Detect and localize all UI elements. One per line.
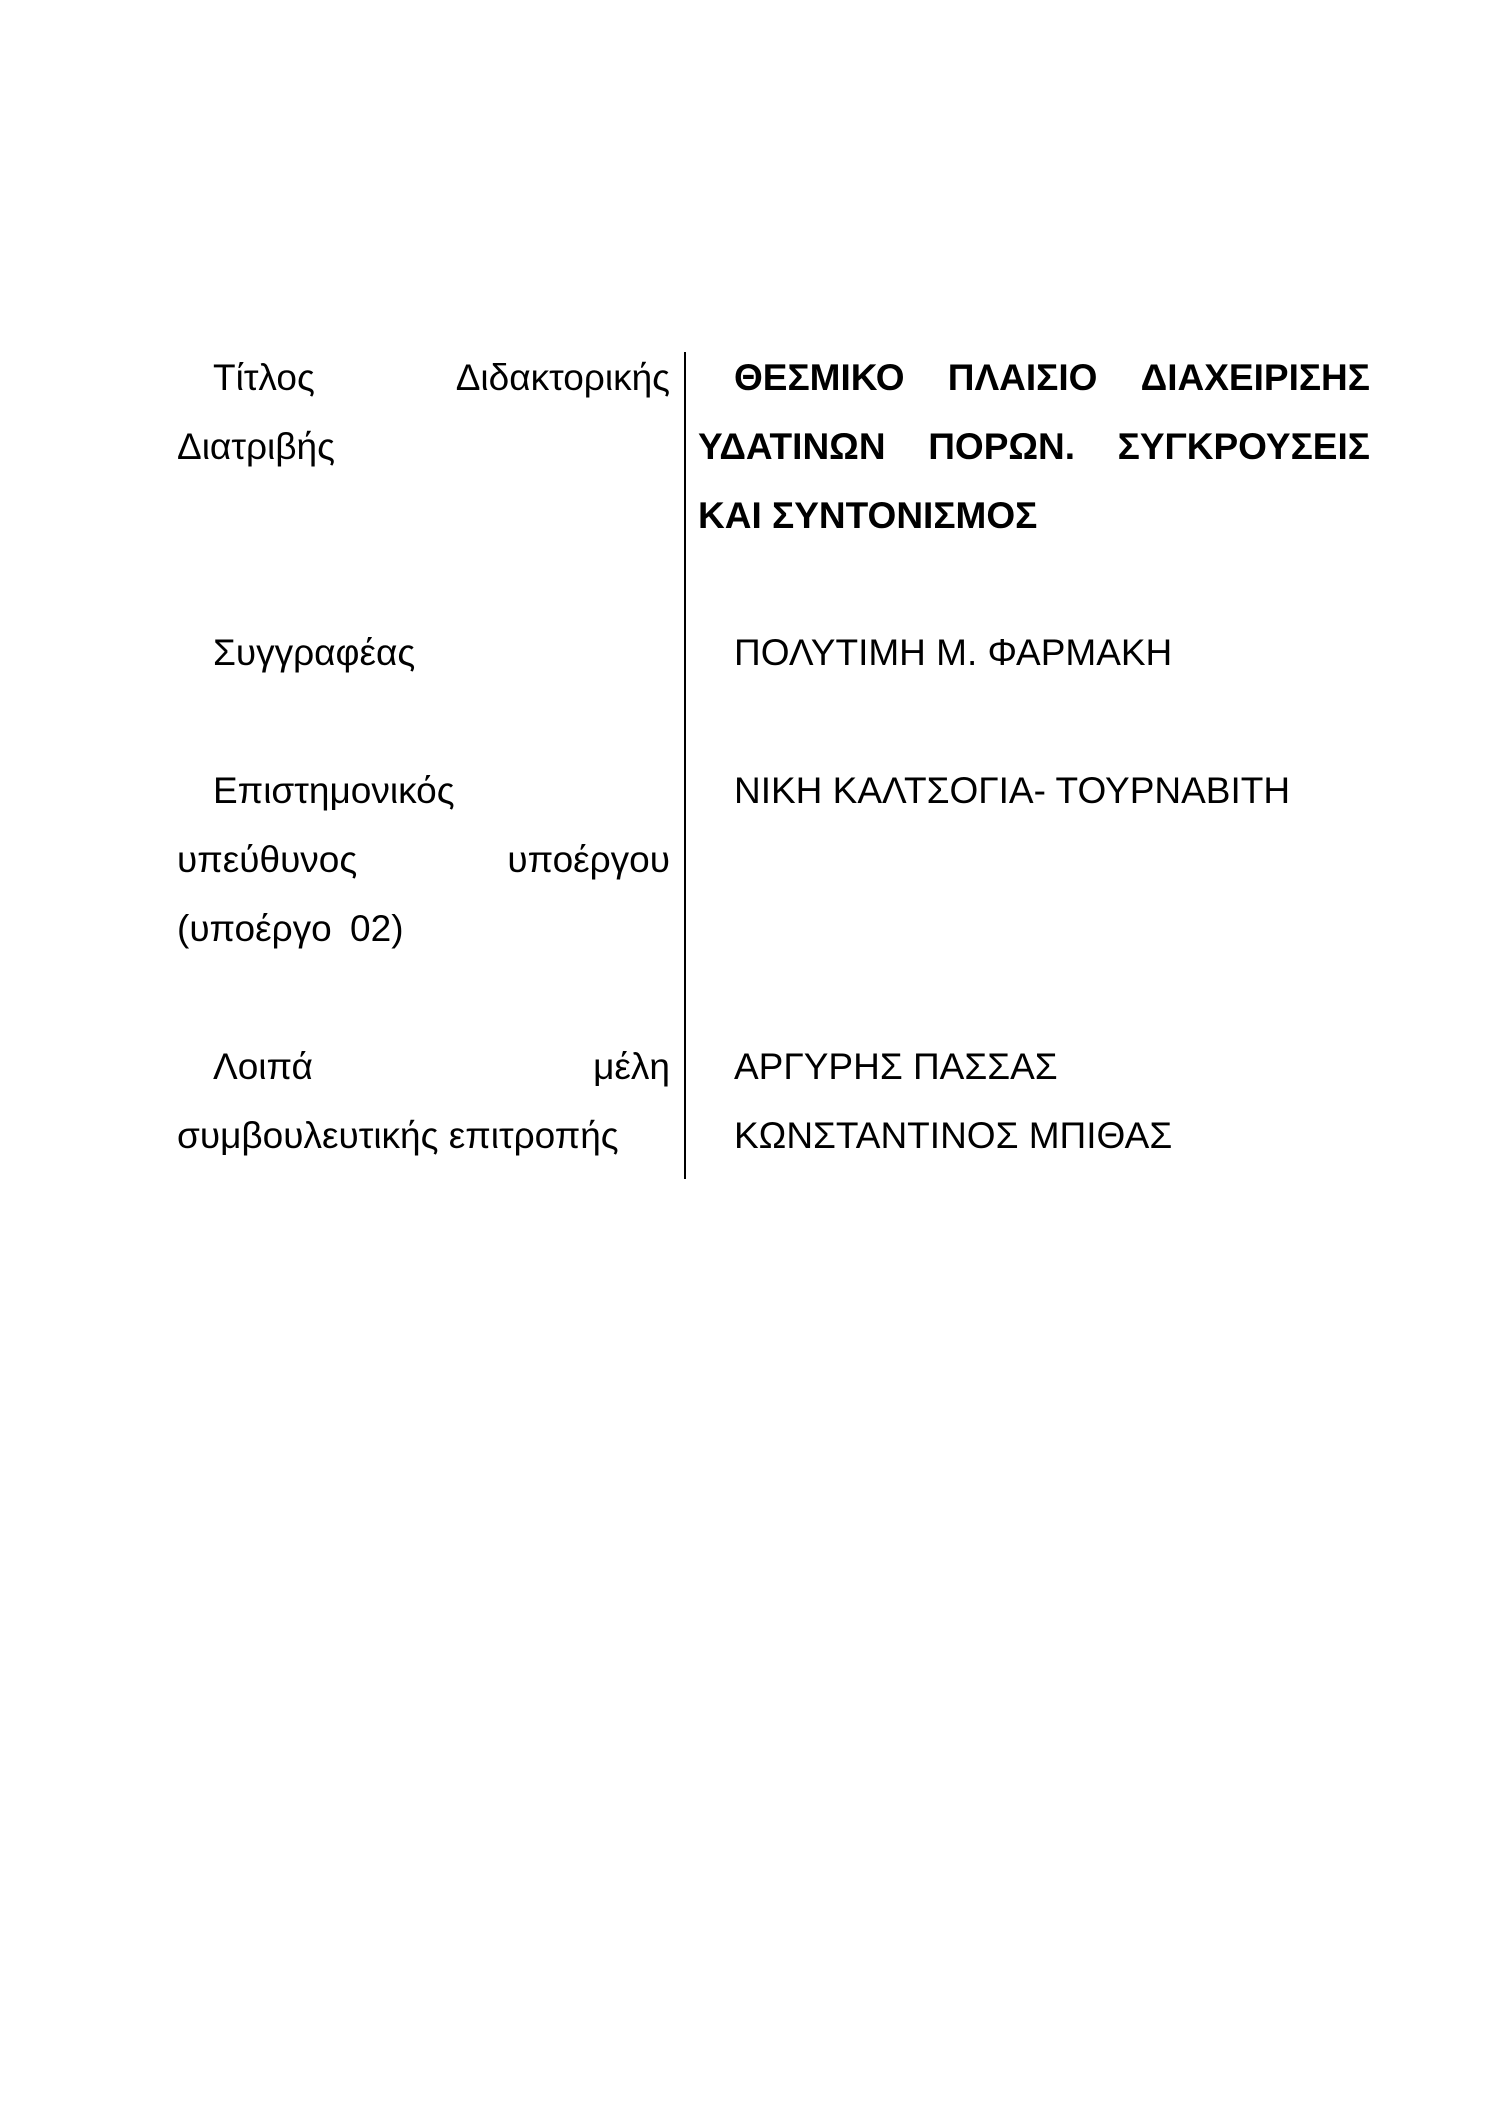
value-author [698, 618, 1370, 687]
value-line [698, 412, 1370, 481]
value-line: ΠΟΛΥΤΙΜΗ Μ. ΦΑΡΜΑΚΗ [734, 632, 1173, 673]
label-line: (υποέργο 02) [177, 908, 404, 949]
label-word: μέλη [593, 1046, 670, 1087]
value-line [698, 343, 1370, 412]
column-divider [684, 352, 686, 1179]
label-line: Επιστημονικός [213, 770, 455, 811]
value-committee [698, 1032, 1370, 1170]
label-line: Διατριβής [177, 426, 335, 467]
label-thesis-title [177, 343, 670, 481]
value-line: ΚΩΝΣΤΑΝΤΙΝΟΣ ΜΠΙΘΑΣ [734, 1115, 1173, 1156]
label-line: Συγγραφέας [213, 632, 416, 673]
value-line: ΝΙΚΗ ΚΑΛΤΣΟΓΙΑ- ΤΟΥΡΝΑΒΙΤΗ [734, 770, 1291, 811]
value-word: ΣΥΓΚΡΟΥΣΕΙΣ [1117, 426, 1370, 467]
label-word: Διδακτορικής [455, 357, 670, 398]
value-word: ΥΔΑΤΙΝΩΝ [698, 426, 886, 467]
label-line [177, 343, 670, 412]
value-line: ΑΡΓΥΡΗΣ ΠΑΣΣΑΣ [734, 1046, 1058, 1087]
value-word: ΘΕΣΜΙΚΟ [734, 357, 905, 398]
value-line: ΚΑΙ ΣΥΝΤΟΝΙΣΜΟΣ [698, 495, 1038, 536]
label-line: συμβουλευτικής επιτροπής [177, 1115, 619, 1156]
label-word: Τίτλος [213, 357, 315, 398]
value-supervisor [698, 756, 1370, 825]
label-word: υπεύθυνος [177, 839, 358, 880]
label-word: Λοιπά [213, 1046, 313, 1087]
label-committee [177, 1032, 670, 1170]
label-author [177, 618, 670, 687]
value-thesis-title [698, 343, 1370, 550]
label-line [177, 825, 670, 894]
label-line [177, 1032, 670, 1101]
value-word: ΠΛΑΙΣΙΟ [947, 357, 1098, 398]
label-word: υποέργου [507, 839, 670, 880]
value-word: ΠΟΡΩΝ. [928, 426, 1076, 467]
label-supervisor [177, 756, 670, 963]
value-word: ΔΙΑΧΕΙΡΙΣΗΣ [1140, 357, 1370, 398]
